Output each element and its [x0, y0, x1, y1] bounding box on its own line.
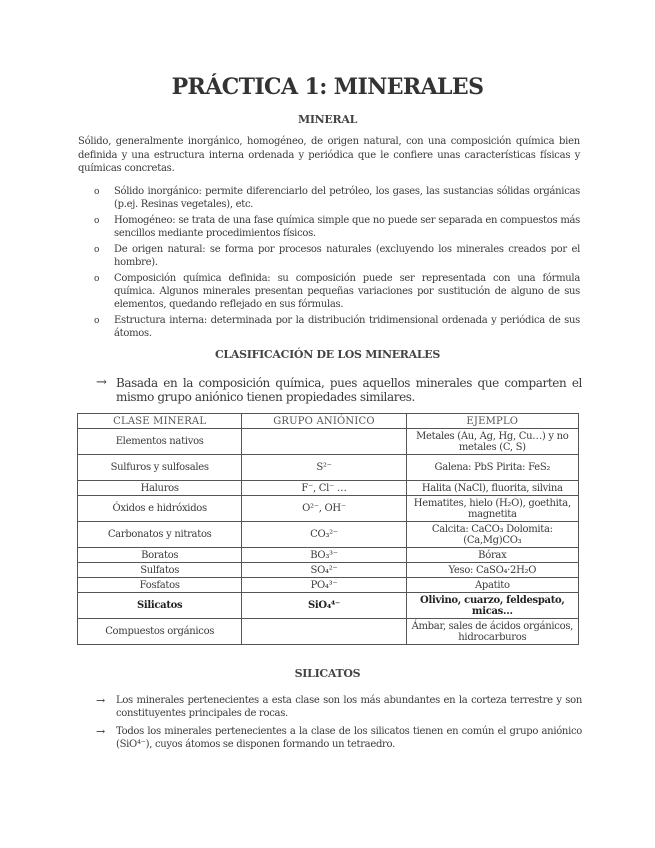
heading-clasificacion: CLASIFICACIÓN DE LOS MINERALES	[214, 348, 441, 361]
table-cell: Galena: PbS Pirita: FeS₂	[406, 455, 578, 481]
table-cell: Hematites, hielo (H₂O), goethita, magnetita	[406, 496, 578, 522]
circle-bullet-icon: o	[94, 245, 100, 255]
table-row	[78, 563, 579, 578]
table-cell: Apatito	[406, 578, 578, 593]
circle-bullet-icon: o	[94, 187, 100, 197]
table-cell: Carbonatos y nitratos	[78, 522, 242, 548]
table-cell: CO₃²⁻	[242, 522, 406, 548]
table-cell: Bórax	[406, 548, 578, 563]
document-page: PRÁCTICA 1: MINERALES MINERAL Sólido, generalmente inorgánico, homogéneo, de origen natural, con una composición química bien definida y una estructura interna ordenada y periódica que le confiere unas características físicas y químicas concretas. o Sólido inorgánico: permite diferenciarlo del petróleo, los gases, las sustancias sólidas orgánicas (p.ej. Resinas vegetales), etc. o Homogéneo: se trata de una fase química simple que no puede ser separada en compuestos más sencillos mediante procedimientos físicos. o De origen natural: se forma por procesos naturales (excluyendo los minerales creados por el hombre). o Composición química definida: su composición puede ser representada con una fórmula química. Algunos minerales presentan pequeñas variaciones por sustitución de alguno de sus elementos, quedando reflejado en sus fórmulas. o Estructura interna: determinada por la distribución tridimensional ordenada y periódica de sus átomos. CLASIFICACIÓN DE LOS MINERALES → Basada en la composición química, pues aquellos minerales que comparten el mismo grupo aniónico tienen propiedades similares. CLASE MINERAL GRUPO ANIÓNICO EJEMPLO Elementos nativos Metales (Au, Ag, Hg, Cu…) y no metales (C, S) Sulfuros y sulfosales S²⁻ Galena: PbS Pirita: FeS₂ Haluros F⁻, Cl⁻ … Halita (NaCl), fluorita, silvina Óxidos e hidróxidos O²⁻, OH⁻ Hematites, hielo (H₂O), goethita, magnetita Carbonatos y nitratos CO₃²⁻ Calcita: CaCO₃ Dolomita: (Ca,Mg)CO₃ Boratos BO₃³⁻ Bórax Sulfatos SO₄²⁻ Yeso: CaSO₄·2H₂O Fosfatos PO₄³⁻ Apatito Silicatos SiO₄⁴⁻ Olivino, cuarzo, feldespato, micas… Compuestos orgánicos Ámbar, sales de ácidos orgánicos, hidrocarburos SILICATOS → Los minerales pertenecientes a esta clase son los más abundantes en la corteza terrestre y son constituyentes principales de rocas. → Todos los minerales pertenecientes a la clase de los silicatos tienen en común el grupo aniónico (SiO⁴⁻), cuyos átomos se disponen formando un tetraedro.	[0, 0, 655, 848]
heading-silicatos: SILICATOS	[294, 667, 361, 680]
table-cell: Haluros	[78, 481, 242, 496]
arrow-right-icon: →	[96, 725, 105, 738]
column-header: CLASE MINERAL	[78, 414, 242, 429]
list-item: o Homogéneo: se trata de una fase química simple que no puede ser separada en compuestos más sencillos mediante procedimientos físicos.	[94, 215, 580, 239]
table-row	[78, 429, 579, 455]
table-header-row	[78, 414, 579, 429]
table-cell: Silicatos	[78, 593, 242, 619]
table-cell: BO₃³⁻	[242, 548, 406, 563]
list-item: o Sólido inorgánico: permite diferenciarlo del petróleo, los gases, las sustancias sólidas orgánicas (p.ej. Resinas vegetales), etc.	[94, 186, 580, 210]
column-header: GRUPO ANIÓNICO	[242, 414, 406, 429]
table-cell: O²⁻, OH⁻	[242, 496, 406, 522]
page-title: PRÁCTICA 1: MINERALES	[171, 74, 484, 100]
table-row	[78, 619, 579, 645]
table-cell: Sulfuros y sulfosales	[78, 455, 242, 481]
mineral-classification-table	[77, 413, 579, 645]
table-cell: Ámbar, sales de ácidos orgánicos, hidrocarburos	[406, 619, 578, 645]
mineral-definition: Sólido, generalmente inorgánico, homogéneo, de origen natural, con una composición química bien definida y una estructura interna ordenada y periódica que le confiere unas características físicas y químicas concretas.	[78, 136, 580, 174]
table-row	[78, 496, 579, 522]
table-cell: Halita (NaCl), fluorita, silvina	[406, 481, 578, 496]
table-row	[78, 481, 579, 496]
table-cell: Boratos	[78, 548, 242, 563]
table-cell: S²⁻	[242, 455, 406, 481]
table-cell: Sulfatos	[78, 563, 242, 578]
table-cell: SO₄²⁻	[242, 563, 406, 578]
list-item: o Estructura interna: determinada por la distribución tridimensional ordenada y periódica de sus átomos.	[94, 315, 580, 339]
table-cell: Óxidos e hidróxidos	[78, 496, 242, 522]
table-cell	[242, 619, 406, 645]
table-cell: Compuestos orgánicos	[78, 619, 242, 645]
table-cell: F⁻, Cl⁻ …	[242, 481, 406, 496]
arrow-right-icon: →	[96, 694, 105, 707]
table-row	[78, 455, 579, 481]
heading-mineral: MINERAL	[297, 113, 358, 126]
table-row	[78, 522, 579, 548]
table-row	[78, 593, 579, 619]
table-row	[78, 548, 579, 563]
column-header: EJEMPLO	[406, 414, 578, 429]
table-cell: Calcita: CaCO₃ Dolomita: (Ca,Mg)CO₃	[406, 522, 578, 548]
table-cell: Olivino, cuarzo, feldespato, micas…	[406, 593, 578, 619]
table-cell: Fosfatos	[78, 578, 242, 593]
table-cell	[242, 429, 406, 455]
table-cell: Yeso: CaSO₄·2H₂O	[406, 563, 578, 578]
table-cell: SiO₄⁴⁻	[242, 593, 406, 619]
circle-bullet-icon: o	[94, 316, 100, 326]
mineral-properties-list	[94, 185, 580, 343]
list-item: o Composición química definida: su composición puede ser representada con una fórmula química. Algunos minerales presentan pequeñas variaciones por sustitución de alguno de sus elementos, quedando reflejado en sus fórmulas.	[94, 273, 580, 310]
circle-bullet-icon: o	[94, 274, 100, 284]
table-cell: Elementos nativos	[78, 429, 242, 455]
arrow-right-icon: →	[96, 375, 107, 390]
table-cell: PO₄³⁻	[242, 578, 406, 593]
list-item: o De origen natural: se forma por procesos naturales (excluyendo los minerales creados por el hombre).	[94, 244, 580, 268]
table-row	[78, 578, 579, 593]
circle-bullet-icon: o	[94, 216, 100, 226]
table-cell: Metales (Au, Ag, Hg, Cu…) y no metales (C, S)	[406, 429, 578, 455]
